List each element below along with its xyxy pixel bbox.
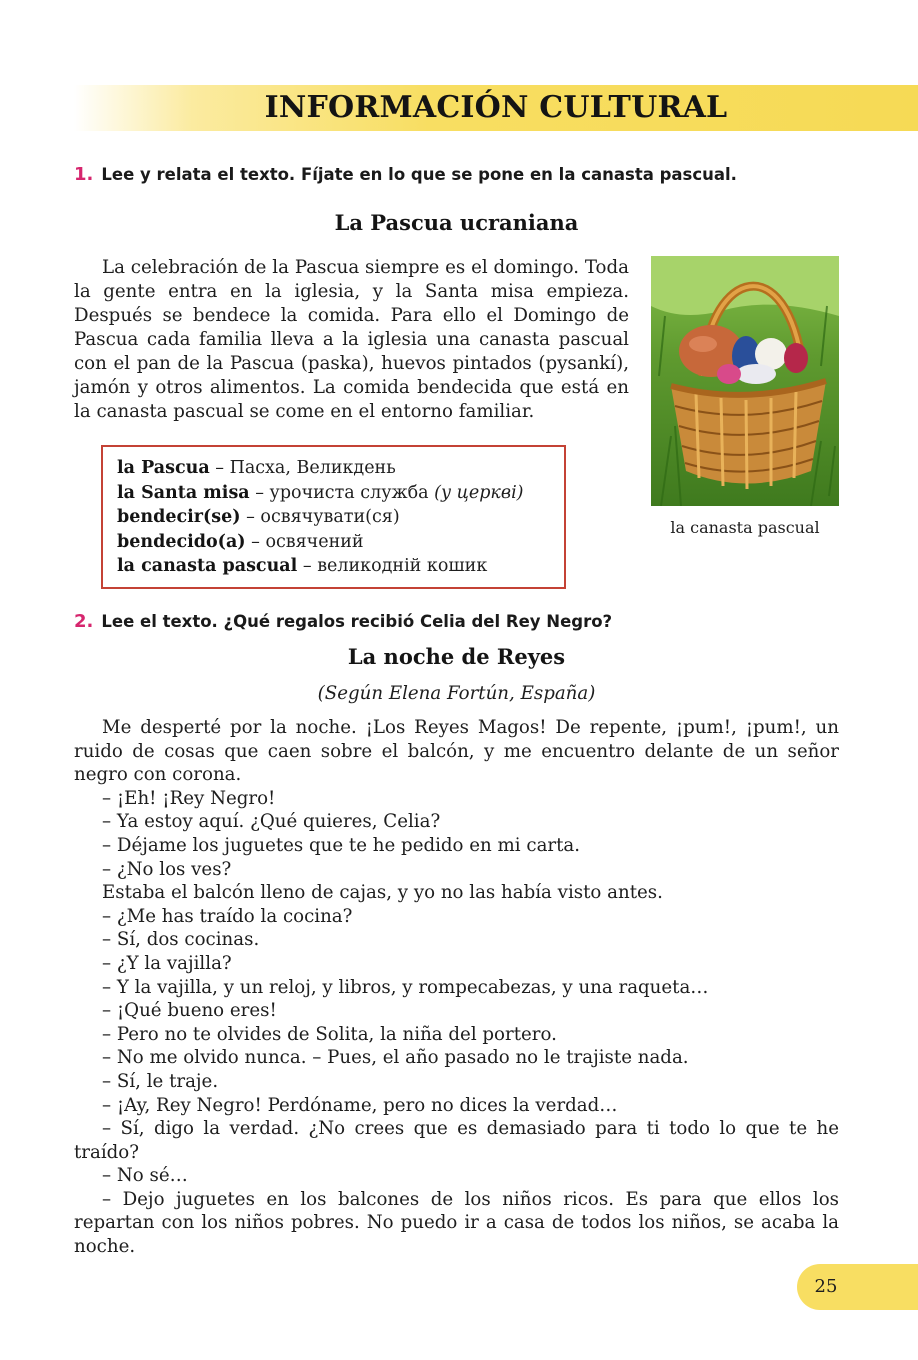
dialogue-line: – Pero no te olvides de Solita, la niña del portero. [102,1023,557,1045]
dialogue-line: – ¡Ay, Rey Negro! Perdóname, pero no dices la verdad… [102,1094,618,1116]
vocab-note: (у церкві) [434,482,524,503]
easter-basket-illustration [651,256,839,506]
exercise-1-text: Lee y relata el texto. Fíjate en lo que se pone en la canasta pascual. [101,165,737,184]
dialogue-line: – ¡Qué bueno eres! [102,1000,277,1022]
vocabulary-box [101,445,566,589]
reading-2-title: La noche de Reyes [347,644,566,669]
easter-basket-photo [651,256,839,506]
section-title: INFORMACIÓN CULTURAL [264,90,728,125]
vocab-translation: – освячувати(ся) [240,507,400,527]
dialogue-line: – ¿Y la vajilla? [102,952,232,974]
vocab-translation: – великодній кошик [297,556,488,576]
dialogue-line: – Y la vajilla, y un reloj, y libros, y rompecabezas, y una raqueta… [102,976,709,998]
vocab-translation: – Пасха, Великдень [209,458,396,478]
vocab-term: la canasta pascual [117,556,298,576]
story-paragraph: Me desperté por la noche. ¡Los Reyes Magos! De repente, ¡pum!, ¡pum!, un ruido de cosas que caen sobre el balcón, y me encuentro delante de un señor negro con corona. [74,717,839,786]
dialogue-line: – ¿Me has traído la cocina? [102,905,353,927]
reading-1-body [74,256,629,424]
story-paragraph: Estaba el balcón lleno de cajas, y yo no las había visto antes. [102,882,663,904]
dialogue-line: – Ya estoy aquí. ¿Qué quieres, Celia? [102,811,441,833]
dialogue-line: – ¡Eh! ¡Rey Negro! [102,787,276,809]
exercise-2-number: 2. [74,611,94,632]
reading-1-title: La Pascua ucraniana [334,210,579,235]
vocab-entry [117,456,564,481]
reading-1-paragraph: La celebración de la Pascua siempre es el domingo. Toda la gente entra en la iglesia, y la Santa misa empieza. Después se bendece la comida. Para ello el Domingo de Pascua cada familia lleva a la iglesia una canasta pascual con el pan de la Pascua (paska), huevos pintados (pysankí), jamón y otros alimentos. La comida bendecida que está en la canasta pascual se come en el entorno familiar. [74,257,629,422]
section-banner [74,85,918,131]
exercise-1-number: 1. [74,164,94,185]
vocab-entry [117,505,564,530]
dialogue-line: – Sí, le traje. [102,1070,219,1092]
vocab-entry [117,554,564,579]
reading-2-body [74,716,839,1259]
vocab-entry [117,481,564,506]
photo-caption: la canasta pascual [670,518,820,537]
vocab-entry [117,530,564,555]
vocab-term: bendecido(a) [117,531,246,552]
dialogue-line: – Déjame los juguetes que te he pedido en mi carta. [102,834,581,856]
vocab-translation: – освячений [245,531,364,552]
vocab-term: la Pascua [117,458,210,478]
exercise-2-text: Lee el texto. ¿Qué regalos recibió Celia del Rey Negro? [101,612,613,631]
vocab-term: la Santa misa [117,482,250,503]
dialogue-line: – Sí, digo la verdad. ¿No crees que es demasiado para ti todo lo que te he traído? [74,1118,839,1163]
reading-2-subtitle: (Según Elena Fortún, España) [317,683,596,704]
vocab-translation: – урочиста служба [249,482,435,503]
page-number: 25 [814,1276,838,1297]
exercise-2-instruction [74,611,612,632]
dialogue-line: – No sé… [102,1165,188,1187]
vocab-term: bendecir(se) [117,507,241,527]
exercise-1-instruction [74,164,737,185]
dialogue-line: – Dejo juguetes en los balcones de los niños ricos. Es para que ellos los repartan con los niños pobres. No puedo ir a casa de todos los niños, se acaba la noche. [74,1188,839,1258]
dialogue-line: – Sí, dos cocinas. [102,929,260,951]
dialogue-line: – No me olvido nunca. – Pues, el año pasado no le trajiste nada. [102,1047,689,1069]
dialogue-line: – ¿No los ves? [102,858,232,880]
page-number-tab [797,1264,918,1310]
